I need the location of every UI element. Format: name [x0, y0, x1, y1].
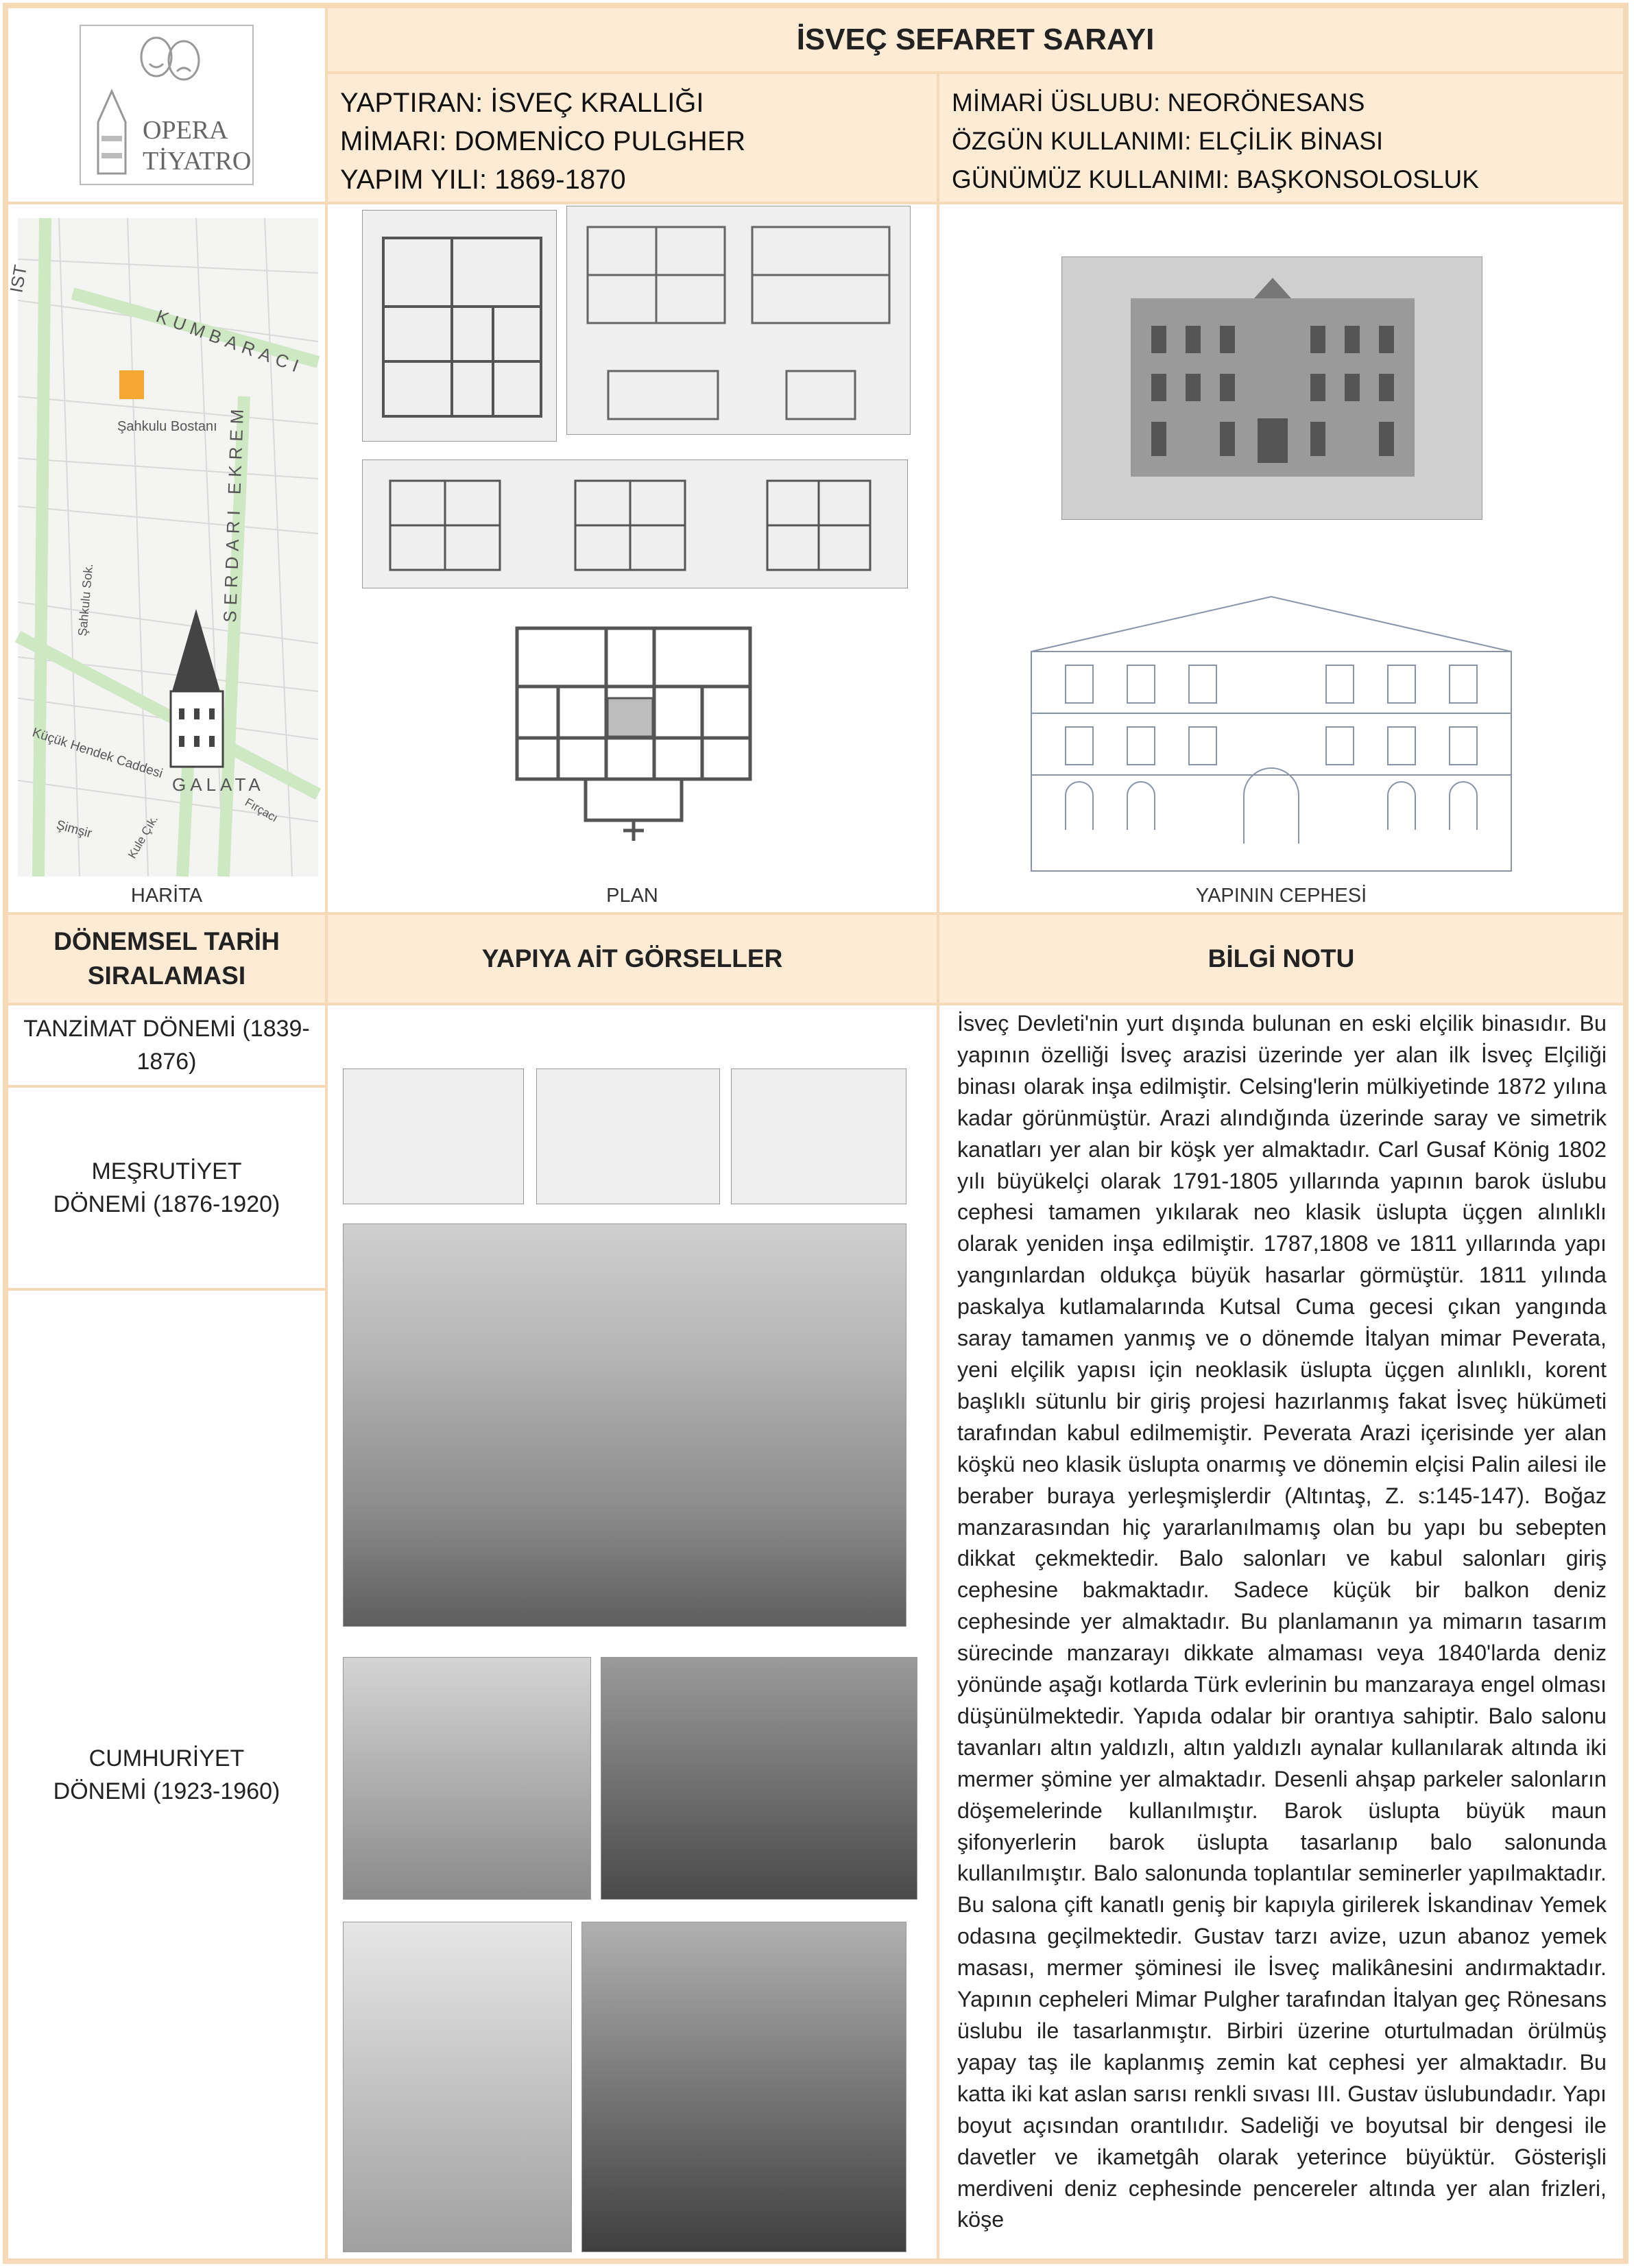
facade-cell: [937, 202, 1626, 915]
header-info: BİLGİ NOTU: [937, 912, 1626, 1005]
meta-current-use: GÜNÜMÜZ KULLANIMI: BAŞKONSOLOSLUK: [952, 165, 1479, 193]
header-timeline: DÖNEMSEL TARİH SIRALAMASI: [5, 912, 328, 1005]
plan-cell: [325, 202, 939, 915]
header-images: YAPIYA AİT GÖRSELLER: [325, 912, 939, 1005]
area-map: [5, 218, 318, 876]
caption-plan: PLAN: [606, 885, 658, 907]
logo-text-line2: TİYATRO: [143, 147, 252, 176]
meta-right: [937, 71, 1626, 204]
period-tanzimat: TANZİMAT DÖNEMİ (1839-1876): [5, 1003, 328, 1088]
map-label-kule-cik: Kule Çık.: [125, 813, 160, 861]
simplified-floor-plan: [510, 621, 757, 848]
meta-left: [325, 71, 939, 204]
historic-sketch-3: [731, 1069, 906, 1204]
facade-elevation-drawing: [1024, 590, 1518, 871]
period-mesrutiyet: MEŞRUTİYET DÖNEMİ (1876-1920): [5, 1085, 328, 1291]
ballroom-photo: [601, 1657, 917, 1900]
floor-plan-drawing-1: [362, 210, 557, 442]
map-label-serdari-ekrem: SERDARI EKREM: [219, 403, 248, 623]
meta-original-use: ÖZGÜN KULLANIMI: ELÇİLİK BİNASI: [952, 127, 1384, 155]
floor-plan-drawing-2: [566, 206, 911, 435]
garden-facade-photo: [581, 1922, 906, 2252]
meta-build-year: YAPIM YILI: 1869-1870: [340, 165, 626, 195]
facade-drawing-photo: [1061, 256, 1482, 520]
map-label-kucuk-hendek: Küçük Hendek Caddesi: [30, 725, 165, 782]
images-cell: [325, 1003, 939, 2261]
page-title: İSVEÇ SEFARET SARAYI: [325, 5, 1626, 74]
map-label-ist: IST: [5, 263, 31, 295]
meta-architect: MİMARI: DOMENİCO PULGHER: [340, 126, 746, 156]
caption-facade: YAPININ CEPHESİ: [1195, 885, 1367, 907]
map-label-sahkulu-bostani: Şahkulu Bostanı: [117, 419, 217, 434]
map-label-fircaci: Fırçacı: [243, 796, 280, 825]
building-marker: [119, 370, 144, 399]
historic-sketch-1: [343, 1069, 524, 1204]
map-cell: [5, 202, 328, 915]
historic-sketch-2: [536, 1069, 720, 1204]
map-label-sahkulu-sok: Şahkulu Sok.: [75, 562, 96, 637]
logo-text-line1: OPERA: [143, 116, 228, 145]
map-label-kumbaraci: KUMBARACI: [153, 305, 307, 379]
logo-cell: [5, 5, 328, 204]
map-label-simsir: Şimşir: [54, 817, 94, 841]
period-cumhuriyet: CUMHURİYET DÖNEMİ (1923-1960): [5, 1288, 328, 2261]
info-text: İsveç Devleti'nin yurt dışında bulunan en eski elçilik binasıdır. Bu yapının özelliği İsveç arazisi üzerinde yer alan ilk İsveç Elçiliği binası olarak inşa edilmiştir. Celsing'lerin mülkiyetinde 1872 yılına kadar görünmüştür. Arazi alındığında üzerinde saray ve simetrik kanatları yer alan bir köşk yer almaktadır. Carl Gusaf König 1802 yılı büyükelçi olarak 1791-1805 yıllarında yapının barok üslubu cephesi tamamen yıkılarak neo klasik üslupta üçgen alınlıklı olarak yeniden inşa edilmiştir. 1787,1808 ve 1811 yıllarında yapı yangınlardan oldukça büyük hasarlar görmüştür. 1811 yılında paskalya kutlamalarında Kutsal Cuma gecesi çıkan yangında saray tamamen yanmış ve o dönemde İtalyan mimar Peverata, yeni elçilik yapısı için neoklasik üslupta üçgen alınlıklı, korent başlıklı sütunlu bir giriş projesi hazırlanmış fakat İsveç hükümeti tarafından kabul edilmemiştir. Peverata Arazi içerisinde yer alan köşkü neo klasik üslupta onarmış ve dönemin elçisi Palin ailesi ile beraber buraya yerleşmişlerdir (Altıntaş, Z. s:145-147). Boğaz manzarasından hiç yararlanılmamış olan bu yapı bu sebepten dikkat çekmektedir. Balo salonları ve kabul salonları giriş cephesine bakmaktadır. Sadece küçük bir balkon deniz cephesinde yer almaktadır. Bu planlamanın ya mimarın tasarım sürecinde manzarayı dikkate almaması veya 1840'larda deniz yönünde aşağı kotlarda Türk evlerinin bu manzaraya engel olması düşünülmektedir. Yapıda odalar bir orantıya sahiptir. Balo salonu tavanları altın yaldızlı, altın yaldızlı aynalar kullanılarak altında iki mermer şömine yer almaktadır. Desenli ahşap parkeler salonların döşemelerinde kullanılmıştır. Barok üslupta büyük maun şifonyerlerin barok üslupta tasarlanıp balo salonunda kullanılmıştır. Balo salonunda toplantılar seminerler yapılmaktadır. Bu salona çift kanatlı geniş bir kapıyla girilerek İskandinav Yemek odasına geçilmektedir. Gustav tarzı avize, uzun abanoz yemek masası, mermer şöminesi ile İsveç malikânesini andırmaktadır. Yapının cepheleri Mimar Pulgher tarafından İtalyan geç Rönesans üslubu ile tasarlanmıştır. Birbiri üzerine oturtulmadan örülmüş yapay taş ile kaplanmış zemin kat cephesi yer almaktadır. Bu katta iki kat aslan sarısı renkli sıvası III. Gustav üslubundadır. Yapı boyut açısından orantılıdır. Sadeliği ve boyutsal bir dengesi ile davetler ve ikametgâh olarak yeterince büyüktür. Gösterişli merdiveni deniz cephesinde pencereler altında yer alan frizleri, köşe: [957, 1011, 1607, 2232]
meta-style: MİMARİ ÜSLUBU: NEORÖNESANS: [952, 88, 1365, 117]
interior-door-photo: [343, 1922, 572, 2252]
caption-map: HARİTA: [130, 885, 203, 907]
galata-tower-icon: [171, 609, 223, 767]
exterior-photo: [343, 1657, 591, 1900]
meta-client: YAPTIRAN: İSVEÇ KRALLIĞI: [340, 88, 704, 118]
opera-tiyatro-logo: [80, 25, 254, 185]
sheet: [3, 3, 1629, 2264]
historic-city-photo: [343, 1223, 906, 1627]
map-label-galata: GALATA: [172, 774, 265, 795]
info-cell: [937, 1003, 1626, 2261]
floor-plan-drawing-3: [362, 459, 908, 588]
